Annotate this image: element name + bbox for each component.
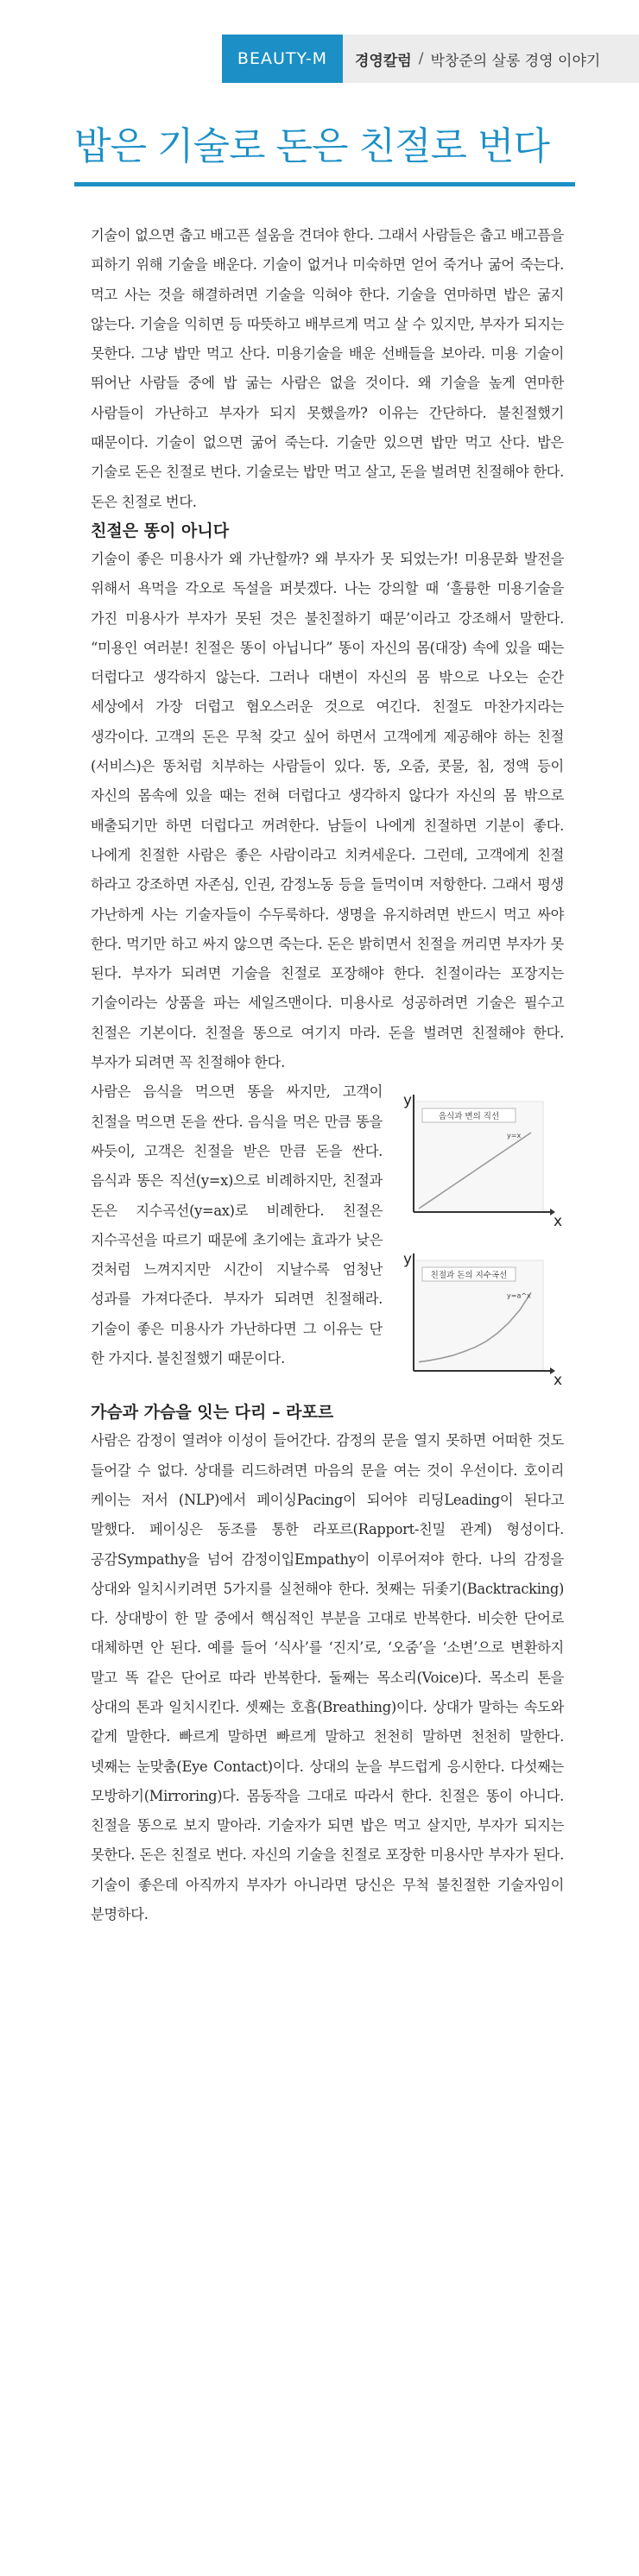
curve-annotation: y=a^x <box>507 1291 531 1300</box>
y-axis-label: y <box>403 1092 413 1110</box>
magazine-brand-badge <box>222 35 343 83</box>
section1-paragraph-2: 사람은 음식을 먹으면 똥을 싸지만, 고객이 친절을 먹으면 돈을 싼다. 음식을 먹은 만큼 똥을 싸듯이, 고객은 친절을 받은 만큼 돈을 싼다. 음식과 똥은 직선(y=x)으로 비례하지만, 친절과 돈은 지수곡선(y=ax)로 비례한다. 친절은 지수곡선을 따르기 때문에 초기에는 효과가 낮은 것처럼 느껴지지만 시간이 지날수록 엄청난 성과를 가져다준다. 부자가 되려면 친절해라. 기술이 좋은 미용사가 가난하다면 그 이유는 단 한 가지다. 불친절했기 때문이다. <box>91 1083 383 1367</box>
linear-chart-svg <box>395 1083 564 1234</box>
brand-text: BEAUTY-M <box>237 49 328 68</box>
article-body <box>91 221 564 1929</box>
chart-text-block <box>91 1077 564 1398</box>
intro-paragraph: 기술이 없으면 춥고 배고픈 설움을 견뎌야 한다. 그래서 사람들은 춥고 배고픔을 피하기 위해 기술을 배운다. 기술이 없거나 미숙하면 얻어 죽거나 굶어 죽는다. 먹고 사는 것을 해결하려면 기술을 익혀야 한다. 기술을 연마하면 밥은 굶지 않는다. 기술을 익히면 등 따뜻하고 배부르게 먹고 살 수 있지만, 부자가 되지는 못한다. 그냥 밥만 먹고 산다. 미용기술을 배운 선배들을 보아라. 미용 기술이 뛰어난 사람들 중에 밥 굶는 사람은 없을 것이다. 왜 기술을 높게 연마한 사람들이 가난하고 부자가 되지 못했을까? 이유는 간단하다. 불친절했기 때문이다. 기술이 없으면 굶어 죽는다. 기술만 있으면 밥만 먹고 산다. 밥은 기술로 돈은 친절로 번다. 기술로는 밥만 먹고 살고, 돈을 벌려면 친절해야 한다. 돈은 친절로 번다. <box>91 227 564 510</box>
section-label <box>343 35 639 83</box>
charts-column <box>395 1083 564 1393</box>
curve-annotation: y=x <box>507 1132 522 1140</box>
chart-title: 음식과 변의 직선 <box>438 1112 500 1122</box>
section2-heading: 가슴과 가슴을 잇는 다리 – 라포르 <box>91 1403 334 1423</box>
column-header <box>222 35 639 83</box>
exponential-chart-svg <box>395 1241 564 1393</box>
separator: / <box>418 50 424 67</box>
column-name: 박창준의 살롱 경영 이야기 <box>430 52 601 70</box>
exponential-chart <box>395 1241 564 1393</box>
x-axis-label: x <box>554 1213 563 1231</box>
chart-title: 친절과 돈의 지수곡선 <box>430 1271 508 1281</box>
section2-paragraph: 사람은 감정이 열려야 이성이 들어간다. 감정의 문을 열지 못하면 어떠한 것도 들어갈 수 없다. 상대를 리드하려면 마음의 문을 여는 것이 우선이다. 호이리 케이는 저서 (NLP)에서 페이싱Pacing이 되어야 리딩Leading이 된다고 말했다. 페이싱은 동조를 통한 라포르(Rapport-친밀 관계) 형성이다. 공감Sympathy을 넘어 감정이입Empathy이 이루어져야 한다. 나의 감정을 상대와 일치시키려면 5가지를 실천해야 한다. 첫째는 뒤좇기(Backtracking)다. 상대방이 한 말 중에서 핵심적인 부분을 고대로 반복한다. 비슷한 단어로 대체하면 안 된다. 예를 들어 ‘식사’를 ‘진지’로, ‘오줌’을 ‘소변’으로 변환하지 말고 똑 같은 단어로 따라 반복한다. 둘째는 목소리(Voice)다. 목소리 톤을 상대의 톤과 일치시킨다. 셋째는 호흡(Breathing)이다. 상대가 말하는 속도와 같게 말한다. 빠르게 말하면 빠르게 말하고 천천히 말하면 천천히 말한다. 넷째는 눈맞춤(Eye Contact)이다. 상대의 눈을 부드럽게 응시한다. 다섯째는 모방하기(Mirroring)다. 몸동작을 그대로 따라서 한다. 친절은 똥이 아니다. 친절을 똥으로 보지 말아라. 기술자가 되면 밥은 먹고 살지만, 부자가 되지는 못한다. 돈은 친절로 번다. 자신의 기술을 친절로 포장한 미용사만 부자가 된다. 기술이 좋은데 아직까지 부자가 아니라면 당신은 무척 불친절한 기술자임이 분명하다. <box>91 1432 564 1923</box>
section-name: 경영칼럼 <box>355 52 412 70</box>
y-axis-label: y <box>403 1251 413 1269</box>
section1-heading: 친절은 똥이 아니다 <box>91 521 230 540</box>
x-axis-label: x <box>554 1372 563 1390</box>
section1-paragraph: 기술이 좋은 미용사가 왜 가난할까? 왜 부자가 못 되었는가! 미용문화 발전을 위해서 욕먹을 각오로 독설을 퍼붓겠다. 나는 강의할 때 ‘훌륭한 미용기술을 가진 미용사가 부자가 못된 것은 불친절하기 때문’이라고 강조해서 말한다. “미용인 여러분! 친절은 똥이 아닙니다” 똥이 자신의 몸(대장) 속에 있을 때는 더럽다고 생각하지 않는다. 그러나 대변이 자신의 몸 밖으로 나오는 순간 세상에서 가장 더럽고 혐오스러운 것으로 여긴다. 친절도 마찬가지라는 생각이다. 고객의 돈은 무척 갖고 싶어 하면서 고객에게 제공해야 하는 친절(서비스)은 똥처럼 치부하는 사람들이 있다. 똥, 오줌, 콧물, 침, 정액 등이 자신의 몸속에 있을 때는 전혀 더럽다고 생각하지 않다가 자신의 몸 밖으로 배출되기만 하면 더럽다고 꺼려한다. 남들이 나에게 친절하면 기분이 좋다. 나에게 친절한 사람은 좋은 사람이라고 치켜세운다. 그런데, 고객에게 친절 하라고 강조하면 자존심, 인권, 감정노동 등을 들먹이며 저항한다. 그래서 평생 가난하게 사는 기술자들이 수두룩하다. 생명을 유지하려면 반드시 먹고 싸야 한다. 먹기만 하고 싸지 않으면 죽는다. 돈은 밝히면서 친절을 꺼리면 부자가 못 된다. 부자가 되려면 기술을 친절로 포장해야 한다. 친절이라는 포장지는 기술이라는 상품을 파는 세일즈맨이다. 미용사로 성공하려면 기술은 필수고 친절은 기본이다. 친절을 똥으로 여기지 마라. 돈을 벌려면 친절해야 한다. 부자가 되려면 꼭 친절해야 한다. <box>91 550 564 1071</box>
linear-chart <box>395 1083 564 1234</box>
title-block <box>74 115 575 186</box>
title-underline <box>74 182 575 186</box>
article-title: 밥은 기술로 돈은 친절로 번다 <box>74 124 549 168</box>
